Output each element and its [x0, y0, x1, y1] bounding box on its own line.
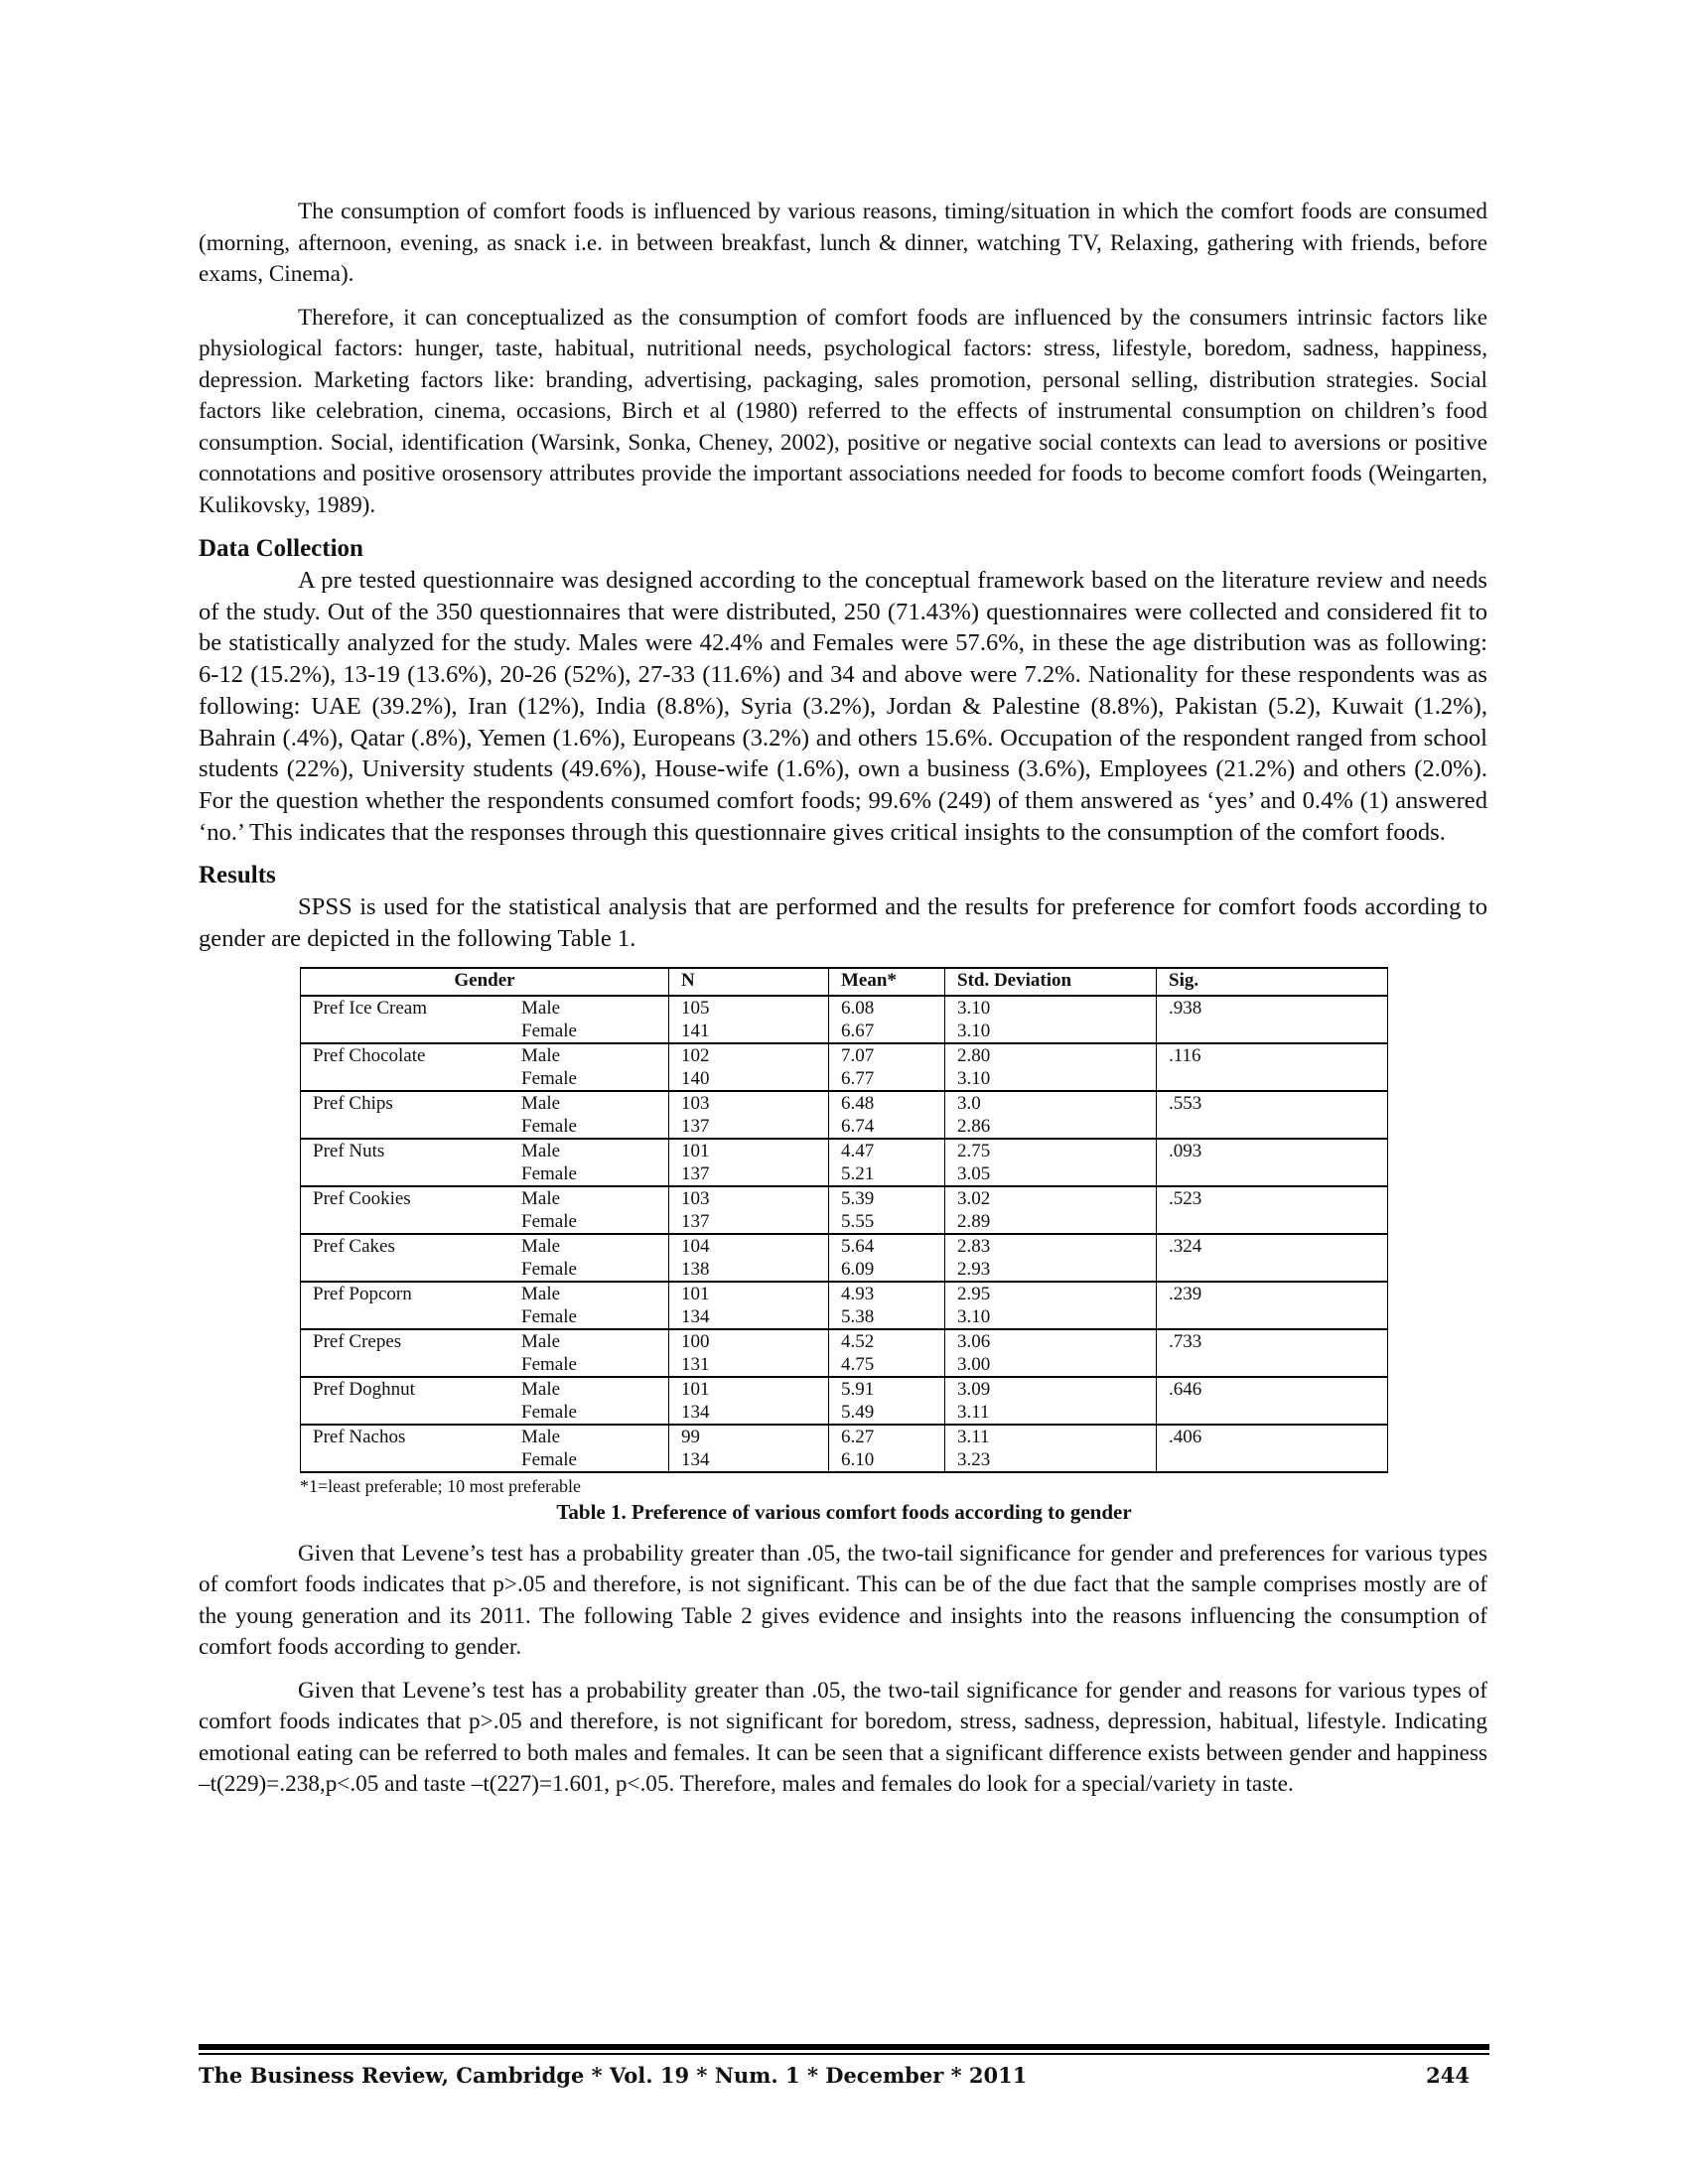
sig-cell — [1157, 1353, 1388, 1377]
food-cell — [301, 1448, 522, 1472]
sig-cell — [1157, 1305, 1388, 1329]
table-row — [301, 1210, 1388, 1234]
std-deviation-cell: 3.10 — [945, 996, 1157, 1020]
n-cell: 137 — [669, 1115, 829, 1139]
page-body — [199, 197, 1487, 1813]
food-cell: Pref Ice Cream — [301, 996, 522, 1020]
sig-cell: .523 — [1157, 1186, 1388, 1210]
food-cell — [301, 1258, 522, 1282]
gender-cell: Female — [521, 1448, 669, 1472]
gender-cell: Female — [521, 1067, 669, 1091]
food-cell: Pref Doghnut — [301, 1377, 522, 1401]
food-cell — [301, 1162, 522, 1186]
n-cell: 101 — [669, 1377, 829, 1401]
gender-cell: Male — [521, 1186, 669, 1210]
std-deviation-cell: 3.02 — [945, 1186, 1157, 1210]
std-deviation-cell: 2.89 — [945, 1210, 1157, 1234]
gender-cell: Female — [521, 1353, 669, 1377]
mean-cell: 6.67 — [829, 1020, 945, 1043]
std-deviation-cell: 3.10 — [945, 1020, 1157, 1043]
n-cell: 134 — [669, 1401, 829, 1425]
table-row — [301, 1020, 1388, 1043]
n-cell: 134 — [669, 1448, 829, 1472]
gender-cell: Female — [521, 1020, 669, 1043]
sig-cell: .116 — [1157, 1043, 1388, 1067]
food-cell: Pref Cookies — [301, 1186, 522, 1210]
table-row — [301, 1043, 1388, 1067]
header-sig: Sig. — [1157, 968, 1388, 996]
table-row — [301, 1234, 1388, 1258]
food-cell — [301, 1353, 522, 1377]
gender-cell: Female — [521, 1115, 669, 1139]
std-deviation-cell: 3.11 — [945, 1401, 1157, 1425]
table-row — [301, 1067, 1388, 1091]
food-cell — [301, 1210, 522, 1234]
gender-cell: Male — [521, 1329, 669, 1353]
n-cell: 101 — [669, 1282, 829, 1305]
table-row — [301, 1377, 1388, 1401]
gender-cell: Male — [521, 996, 669, 1020]
n-cell: 141 — [669, 1020, 829, 1043]
food-cell: Pref Crepes — [301, 1329, 522, 1353]
sig-cell — [1157, 1115, 1388, 1139]
header-std-deviation: Std. Deviation — [945, 968, 1157, 996]
gender-cell: Male — [521, 1377, 669, 1401]
n-cell: 99 — [669, 1425, 829, 1448]
table-row — [301, 1186, 1388, 1210]
std-deviation-cell: 3.10 — [945, 1067, 1157, 1091]
gender-cell: Male — [521, 1234, 669, 1258]
sig-cell: .093 — [1157, 1139, 1388, 1162]
food-cell — [301, 1401, 522, 1425]
std-deviation-cell: 2.93 — [945, 1258, 1157, 1282]
food-cell: Pref Chips — [301, 1091, 522, 1115]
table-body — [301, 996, 1388, 1472]
table-row — [301, 996, 1388, 1020]
std-deviation-cell: 2.83 — [945, 1234, 1157, 1258]
sig-cell: .646 — [1157, 1377, 1388, 1401]
mean-cell: 5.39 — [829, 1186, 945, 1210]
mean-cell: 6.74 — [829, 1115, 945, 1139]
mean-cell: 4.93 — [829, 1282, 945, 1305]
page-number: 244 — [1426, 2063, 1470, 2088]
mean-cell: 6.77 — [829, 1067, 945, 1091]
n-cell: 104 — [669, 1234, 829, 1258]
sig-cell — [1157, 1162, 1388, 1186]
header-mean: Mean* — [829, 968, 945, 996]
gender-cell: Female — [521, 1305, 669, 1329]
n-cell: 134 — [669, 1305, 829, 1329]
n-cell: 140 — [669, 1067, 829, 1091]
food-cell: Pref Nuts — [301, 1139, 522, 1162]
sig-cell: .553 — [1157, 1091, 1388, 1115]
mean-cell: 5.49 — [829, 1401, 945, 1425]
n-cell: 100 — [669, 1329, 829, 1353]
table-row — [301, 1305, 1388, 1329]
header-gender: Gender — [301, 968, 669, 996]
sig-cell — [1157, 1210, 1388, 1234]
food-cell: Pref Cakes — [301, 1234, 522, 1258]
n-cell: 137 — [669, 1162, 829, 1186]
mean-cell: 6.48 — [829, 1091, 945, 1115]
footer-rule-thick — [199, 2044, 1489, 2050]
mean-cell: 4.75 — [829, 1353, 945, 1377]
mean-cell: 5.55 — [829, 1210, 945, 1234]
n-cell: 138 — [669, 1258, 829, 1282]
mean-cell: 5.21 — [829, 1162, 945, 1186]
mean-cell: 6.27 — [829, 1425, 945, 1448]
data-collection-paragraph: A pre tested questionnaire was designed according to the conceptual framework based on the literature review and needs of the study. Out of the 350 questionnaires that were distributed, 250 (71.43%) questionnaires were collected and considered fit to be statistically analyzed for the study. Males were 42.4% and Females were 57.6%, in these the age distribution was as following: 6-12 (15.2%), 13-19 (13.6%), 20-26 (52%), 27-33 (11.6%) and 34 and above were 7.2%. Nationality for these respondents was as following: UAE (39.2%), Iran (12%), India (8.8%), Syria (3.2%), Jordan & Palestine (8.8%), Pakistan (5.2), Kuwait (1.2%), Bahrain (.4%), Qatar (.8%), Yemen (1.6%), Europeans (3.2%) and others 15.6%. Occupation of the respondent ranged from school students (22%), University students (49.6%), House-wife (1.6%), own a business (3.6%), Employees (21.2%) and others (2.0%). For the question whether the respondents consumed comfort foods; 99.6% (249) of them answered as ‘yes’ and 0.4% (1) answered ‘no.’ This indicates that the responses through this questionnaire gives critical insights to the consumption of the comfort foods. — [199, 567, 1487, 846]
std-deviation-cell: 3.00 — [945, 1353, 1157, 1377]
std-deviation-cell: 3.23 — [945, 1448, 1157, 1472]
sig-cell — [1157, 1020, 1388, 1043]
gender-cell: Male — [521, 1139, 669, 1162]
table-header-row — [301, 968, 1388, 996]
std-deviation-cell: 2.75 — [945, 1139, 1157, 1162]
mean-cell: 7.07 — [829, 1043, 945, 1067]
sig-cell: .324 — [1157, 1234, 1388, 1258]
mean-cell: 6.10 — [829, 1448, 945, 1472]
table-row — [301, 1282, 1388, 1305]
footer — [199, 2063, 1479, 2088]
mean-cell: 4.52 — [829, 1329, 945, 1353]
food-cell: Pref Popcorn — [301, 1282, 522, 1305]
mean-cell: 6.09 — [829, 1258, 945, 1282]
sig-cell — [1157, 1258, 1388, 1282]
table-row — [301, 1448, 1388, 1472]
std-deviation-cell: 3.10 — [945, 1305, 1157, 1329]
food-cell — [301, 1115, 522, 1139]
std-deviation-cell: 3.09 — [945, 1377, 1157, 1401]
after-paragraph-2: Given that Levene’s test has a probability greater than .05, the two-tail significance for gender and reasons for various types of comfort foods indicates that p>.05 and therefore, is not significant for boredom, stress, sadness, depression, habitual, lifestyle. Indicating emotional eating can be referred to both males and females. It can be seen that a significant difference exists between gender and happiness –t(229)=.238,p<.05 and taste –t(227)=1.601, p<.05. Therefore, males and females do look for a special/variety in taste. — [199, 1677, 1487, 1798]
footer-journal: The Business Review, Cambridge * Vol. 19 * Num. 1 * December * 2011 — [199, 2063, 1028, 2088]
std-deviation-cell: 2.80 — [945, 1043, 1157, 1067]
gender-cell: Male — [521, 1425, 669, 1448]
food-cell — [301, 1067, 522, 1091]
std-deviation-cell: 2.86 — [945, 1115, 1157, 1139]
n-cell: 102 — [669, 1043, 829, 1067]
std-deviation-cell: 3.0 — [945, 1091, 1157, 1115]
header-n: N — [669, 968, 829, 996]
intro-paragraph-2: Therefore, it can conceptualized as the consumption of comfort foods are influenced by the consumers intrinsic factors like physiological factors: hunger, taste, habitual, nutritional needs, psychological factors: stress, lifestyle, boredom, sadness, happiness, depression. Marketing factors like: branding, advertising, packaging, sales promotion, personal selling, distribution strategies. Social factors like celebration, cinema, occasions, Birch et al (1980) referred to the effects of instrumental consumption on children’s food consumption. Social, identification (Warsink, Sonka, Cheney, 2002), positive or negative social contexts can lead to aversions or positive connotations and positive orosensory attributes provide the important associations needed for foods to become comfort foods (Weingarten, Kulikovsky, 1989). — [199, 304, 1487, 518]
table-row — [301, 1425, 1388, 1448]
gender-cell: Female — [521, 1401, 669, 1425]
table-caption: Table 1. Preference of various comfort foods according to gender — [556, 1499, 1132, 1524]
table-row — [301, 1091, 1388, 1115]
mean-cell: 4.47 — [829, 1139, 945, 1162]
gender-cell: Female — [521, 1258, 669, 1282]
food-cell — [301, 1020, 522, 1043]
data-collection-heading: Data Collection — [199, 535, 363, 562]
mean-cell: 5.38 — [829, 1305, 945, 1329]
gender-cell: Male — [521, 1091, 669, 1115]
table-row — [301, 1258, 1388, 1282]
gender-cell: Male — [521, 1043, 669, 1067]
preference-table — [300, 967, 1388, 1473]
n-cell: 137 — [669, 1210, 829, 1234]
table-1 — [300, 967, 1388, 1525]
gender-cell: Female — [521, 1210, 669, 1234]
sig-cell — [1157, 1067, 1388, 1091]
table-row — [301, 1401, 1388, 1425]
gender-cell: Female — [521, 1162, 669, 1186]
food-cell: Pref Chocolate — [301, 1043, 522, 1067]
footer-rule-thin — [199, 2053, 1489, 2055]
after-paragraph-1: Given that Levene’s test has a probability greater than .05, the two-tail significance for gender and preferences for various types of comfort foods indicates that p>.05 and therefore, is not significant. This can be of the due fact that the sample comprises mostly are of the young generation and its 2011. The following Table 2 gives evidence and insights into the reasons influencing the consumption of comfort foods according to gender. — [199, 1540, 1487, 1661]
table-row — [301, 1115, 1388, 1139]
table-row — [301, 1139, 1388, 1162]
sig-cell: .239 — [1157, 1282, 1388, 1305]
sig-cell: .733 — [1157, 1329, 1388, 1353]
food-cell — [301, 1305, 522, 1329]
std-deviation-cell: 3.06 — [945, 1329, 1157, 1353]
table-row — [301, 1329, 1388, 1353]
n-cell: 101 — [669, 1139, 829, 1162]
std-deviation-cell: 3.11 — [945, 1425, 1157, 1448]
sig-cell: .406 — [1157, 1425, 1388, 1448]
mean-cell: 5.64 — [829, 1234, 945, 1258]
sig-cell — [1157, 1448, 1388, 1472]
sig-cell: .938 — [1157, 996, 1388, 1020]
n-cell: 105 — [669, 996, 829, 1020]
n-cell: 103 — [669, 1091, 829, 1115]
n-cell: 131 — [669, 1353, 829, 1377]
std-deviation-cell: 3.05 — [945, 1162, 1157, 1186]
results-paragraph: SPSS is used for the statistical analysis that are performed and the results for preference for comfort foods according to gender are depicted in the following Table 1. — [199, 893, 1487, 953]
table-note: *1=least preferable; 10 most preferable — [300, 1475, 582, 1496]
food-cell: Pref Nachos — [301, 1425, 522, 1448]
std-deviation-cell: 2.95 — [945, 1282, 1157, 1305]
sig-cell — [1157, 1401, 1388, 1425]
gender-cell: Male — [521, 1282, 669, 1305]
intro-paragraph-1: The consumption of comfort foods is influenced by various reasons, timing/situation in which the comfort foods are consumed (morning, afternoon, evening, as snack i.e. in between breakfast, lunch & dinner, watching TV, Relaxing, gathering with friends, before exams, Cinema). — [199, 199, 1487, 287]
table-row — [301, 1353, 1388, 1377]
mean-cell: 6.08 — [829, 996, 945, 1020]
n-cell: 103 — [669, 1186, 829, 1210]
table-row — [301, 1162, 1388, 1186]
mean-cell: 5.91 — [829, 1377, 945, 1401]
results-heading: Results — [199, 862, 276, 889]
